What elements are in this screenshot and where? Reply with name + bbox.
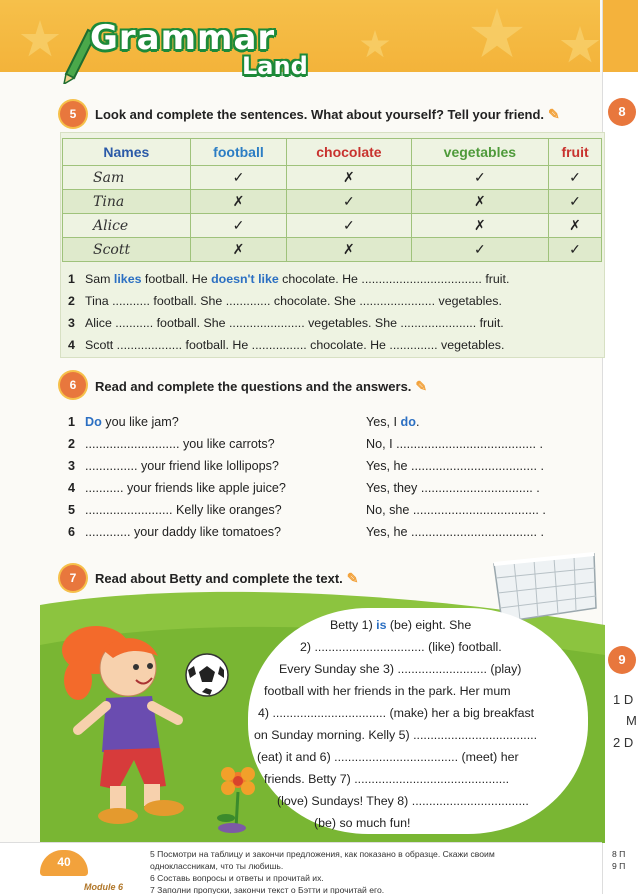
- answer-line: Yes, he .................................... .: [366, 525, 545, 539]
- column-header: football: [190, 139, 287, 166]
- answer-line: Yes, they ................................ .: [366, 481, 540, 495]
- mark-cell: ✓: [287, 190, 411, 214]
- question-line: 2 ........................... you like carrots?: [68, 437, 275, 451]
- side-text: M: [626, 713, 637, 728]
- exercise-instruction: Look and complete the sentences. What about yourself? Tell your friend. ✎: [95, 106, 560, 122]
- question-line: 5 ......................... Kelly like oranges?: [68, 503, 282, 517]
- mark-cell: ✓: [411, 238, 549, 262]
- pencil-icon: ✎: [346, 570, 359, 586]
- module-label: Module 6: [84, 882, 124, 892]
- text-line: friends. Betty 7) .............................................: [264, 772, 510, 786]
- question-line: 6 ............. your daddy like tomatoes?: [68, 525, 281, 539]
- table-header-row: [63, 139, 602, 166]
- footer-note: 8 П: [612, 849, 626, 859]
- mark-cell: ✗: [287, 238, 411, 262]
- sentence-line: 4 Scott ................... football. He ................ chocolate. He .............. vegetables.: [68, 338, 505, 352]
- mark-cell: ✗: [287, 166, 411, 190]
- mark-cell: ✓: [411, 166, 549, 190]
- row-name: Tina: [63, 190, 191, 214]
- text-line: (be) so much fun!: [314, 816, 411, 830]
- table-row: [63, 238, 602, 262]
- footer-note: 9 П: [612, 861, 626, 871]
- mark-cell: ✗: [411, 190, 549, 214]
- flower-icon: [212, 762, 262, 834]
- exercise-instruction: Read and complete the questions and the answers. ✎: [95, 378, 428, 394]
- text-line: on Sunday morning. Kelly 5) ....................................: [254, 728, 538, 742]
- footer-note: 5 Посмотри на таблицу и закончи предложения, как показано в образце. Скажи своим: [150, 849, 495, 859]
- text-line: football with her friends in the park. Her mum: [264, 684, 511, 698]
- sentence-line: 2 Tina ........... football. She ............. chocolate. She ...................... vegetables.: [68, 294, 502, 308]
- column-header: fruit: [549, 139, 602, 166]
- column-header: Names: [63, 139, 191, 166]
- column-header: vegetables: [411, 139, 549, 166]
- answer-line: No, I ........................................ .: [366, 437, 544, 451]
- mark-cell: ✗: [190, 238, 287, 262]
- footer-note: одноклассникам, что ты любишь.: [150, 861, 284, 871]
- mark-cell: ✓: [549, 238, 602, 262]
- footer-note: 7 Заполни пропуски, закончи текст о Бэтти и прочитай его.: [150, 885, 385, 894]
- pencil-icon: ✎: [415, 378, 428, 394]
- question-line: 1 Do you like jam?: [68, 415, 179, 429]
- side-text: 2 D: [613, 735, 634, 750]
- side-text: 1 D: [613, 692, 634, 707]
- next-page-edge: [602, 0, 638, 894]
- mark-cell: ✓: [549, 166, 602, 190]
- text-line: 4) ................................. (make) her a big breakfast: [258, 706, 535, 720]
- exercise-badge: 8: [608, 98, 636, 126]
- row-name: Alice: [63, 214, 191, 238]
- text-line: Every Sunday she 3) .......................... (play): [279, 662, 522, 676]
- text-line: 2) ................................ (like) football.: [300, 640, 502, 654]
- table-row: [63, 214, 602, 238]
- sentence-line: 1 Sam likes football. He doesn't like chocolate. He ................................... fruit.: [68, 272, 510, 286]
- table-row: [63, 190, 602, 214]
- grammar-land-logo: [62, 16, 322, 82]
- row-name: Sam: [63, 166, 191, 190]
- answer-line: Yes, he .................................... .: [366, 459, 545, 473]
- text-line: (eat) it and 6) .................................... (meet) her: [257, 750, 519, 764]
- pencil-icon: ✎: [548, 106, 560, 122]
- answer-line: Yes, I do.: [366, 415, 420, 429]
- text-line: (love) Sundays! They 8) ..................................: [277, 794, 529, 808]
- logo-text-grammar: Grammar: [90, 18, 276, 58]
- row-name: Scott: [63, 238, 191, 262]
- mark-cell: ✓: [190, 214, 287, 238]
- mark-cell: ✓: [190, 166, 287, 190]
- exercise-badge: 9: [608, 646, 636, 674]
- question-line: 4 ........... your friends like apple juice?: [68, 481, 286, 495]
- mark-cell: ✗: [549, 214, 602, 238]
- table-row: [63, 166, 602, 190]
- mark-cell: ✓: [549, 190, 602, 214]
- mark-cell: ✗: [190, 190, 287, 214]
- question-line: 3 ............... your friend like lollipops?: [68, 459, 279, 473]
- exercise-instruction: Read about Betty and complete the text. ✎: [95, 570, 359, 586]
- mark-cell: ✗: [411, 214, 549, 238]
- exercise-number: 7: [60, 565, 86, 591]
- logo-text-land: Land: [242, 52, 308, 80]
- column-header: chocolate: [287, 139, 411, 166]
- exercise-number: 5: [60, 101, 86, 127]
- sentence-line: 3 Alice ........... football. She ...................... vegetables. She ...................... fruit.: [68, 316, 504, 330]
- exercise-number: 6: [60, 372, 86, 398]
- answer-line: No, she .................................... .: [366, 503, 546, 517]
- mark-cell: ✓: [287, 214, 411, 238]
- football-icon: [184, 652, 230, 698]
- footer-note: 6 Составь вопросы и ответы и прочитай их.: [150, 873, 324, 883]
- text-line: Betty 1) is (be) eight. She: [330, 618, 472, 632]
- page-number: 40: [40, 850, 88, 876]
- likes-table: [62, 138, 602, 262]
